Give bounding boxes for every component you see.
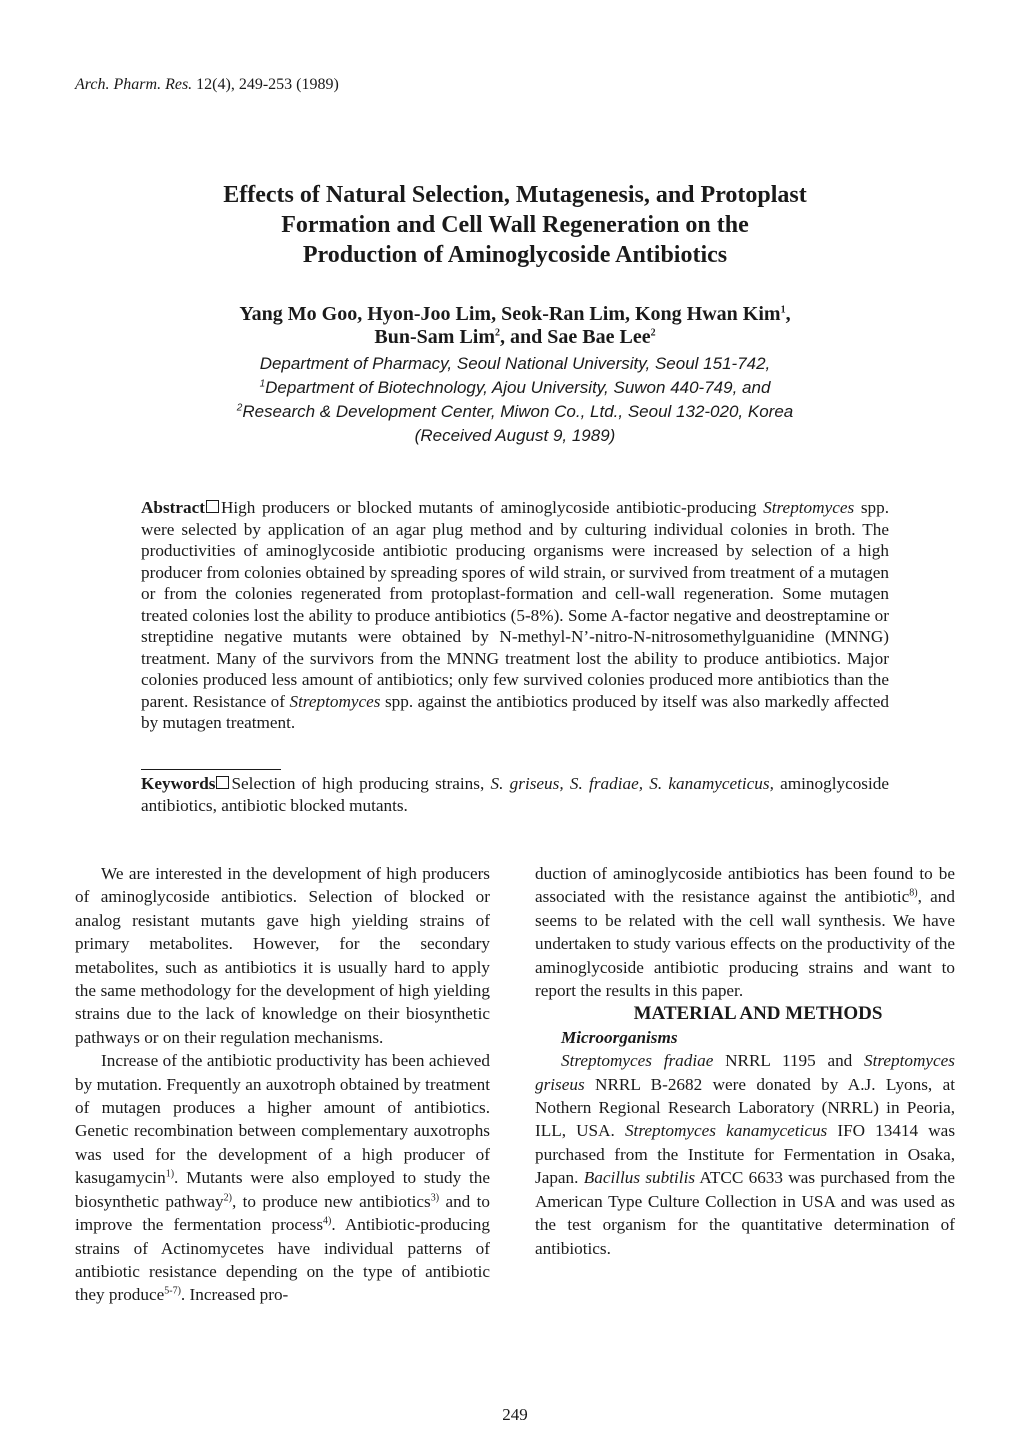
authors-text: ,	[785, 303, 791, 325]
title-line-2: Formation and Cell Wall Regeneration on the	[281, 212, 749, 238]
abstract-text: High producers or blocked mutants of aminoglycoside antibiotic-producing	[220, 498, 764, 517]
keywords-label: Keywords	[141, 774, 216, 793]
box-icon	[206, 500, 219, 513]
paragraph-text: Increase of the antibiotic productivity has been achieved by mutation. Frequently an auxotroph obtained by treatment of mutagen produces a higher amount of antibiotics. Genetic recombination between complementary auxotrophs was used for the development of a high producer of kasugamycin	[75, 1051, 490, 1188]
paragraph-text: . Increased pro-	[180, 1285, 289, 1305]
reference-marker: 5-7)	[164, 1285, 181, 1297]
title-line-3: Production of Aminoglycoside Antibiotics	[302, 242, 728, 268]
authors-line-1	[120, 303, 910, 326]
paragraph: We are interested in the development of high producers of aminoglycoside antibiotics. Selection of blocked or analog resistant mutants gave high yielding strains of primary metabolites. However, for the secondary metabolites, such as antibiotics it is usually hard to apply the same methodology for the development of high yielding strains due to the lack of knowledge on their biosynthetic pathways or on their regulation mechanisms.	[75, 864, 490, 1047]
subsection-heading: Microorganisms	[561, 1027, 678, 1047]
keywords-divider	[141, 769, 281, 770]
affil-text: Research & Development Center, Miwon Co., Ltd., Seoul 132-020, Korea	[242, 402, 794, 421]
abstract-text: spp. were selected by application of an agar plug method and by culturing individual colonies in broth. The productivities of aminoglycoside antibiotic producing organisms were increased by selection of a high producer from colonies obtained by spreading spores of wild strain, or survived from treatment of a mutagen or from the colonies regenerated from protoplast-formation and cell-wall regeneration. Some mutagen treated colonies lost the ability to produce antibiotics (5-8%). Some A-factor negative and deostreptamine or streptidine negative mutants were obtained by N-methyl-N’-nitro-N-nitrosomethylguanidine (MNNG) treatment. Many of the survivors from the MNNG treatment lost the ability to produce antibiotics. Major colonies produced less amount of antibiotics; only few survived colonies produced more antibiotics than the parent. Resistance of	[141, 498, 889, 711]
authors-text: Yang Mo Goo, Hyon-Joo Lim, Seok-Ran Lim, Kong Hwan Kim	[239, 303, 781, 325]
paragraph	[75, 1049, 490, 1306]
reference-marker: 1)	[165, 1168, 175, 1180]
author-affil-marker: 1	[780, 304, 786, 316]
paragraph-text: IFO 13414 was purchased from the Institute for Fermentation in Osaka, Japan.	[535, 1121, 956, 1188]
abstract-italic: Streptomyces	[763, 498, 855, 517]
affiliation-3	[120, 400, 910, 424]
abstract-text: spp. against the antibiotics produced by itself was also markedly affected by mutagen treatment.	[141, 691, 889, 732]
citation-volume: 12(4), 249-253 (1989)	[192, 76, 339, 93]
paragraph-text: . Mutants were also employed to study the biosynthetic pathway	[75, 1168, 490, 1211]
authors-text: Bun-Sam Lim	[374, 326, 496, 348]
paragraph	[535, 1049, 955, 1260]
keywords	[141, 773, 889, 816]
author-affil-marker: 2	[650, 327, 656, 339]
paragraph-text: duction of aminoglycoside antibiotics has been found to be associated with the resistance against the antibiotic	[535, 864, 955, 907]
journal-citation	[75, 76, 339, 94]
paragraph-text: , and seems to be related with the cell wall synthesis. We have undertaken to study various effects on the productivity of the aminoglycoside antibiotic producing strains and want to report the results in this paper.	[535, 887, 955, 1001]
abstract-label: Abstract	[141, 498, 205, 517]
paragraph-text: . Antibiotic-producing strains of Actinomycetes have individual patterns of antibiotic resistance depending on the type of antibiotic they produce	[75, 1215, 490, 1305]
affil-marker: 2	[236, 402, 243, 414]
keywords-text: aminoglycoside antibiotics, antibiotic blocked mutants.	[141, 774, 889, 815]
species-name: Streptomyces fradiae	[561, 1051, 714, 1071]
section-heading: MATERIAL AND METHODS	[633, 1003, 883, 1025]
received-date: (Received August 9, 1989)	[414, 426, 616, 445]
left-column	[75, 862, 490, 1307]
authors-text: , and Sae Bae Lee	[500, 326, 651, 348]
affil-text: Department of Biotechnology, Ajou University, Suwon 440-749, and	[265, 378, 771, 397]
paper-title	[120, 180, 910, 270]
paragraph-text: and to improve the fermentation process	[75, 1191, 491, 1235]
reference-marker: 2)	[223, 1191, 232, 1203]
paragraph-text: , to produce new antibiotics	[231, 1191, 431, 1211]
paragraph-text: NRRL B-2682 were donated by A.J. Lyons, at Nothern Regional Research Laboratory (NRRL) in Peoria, ILL, USA.	[535, 1074, 955, 1141]
species-name: Bacillus subtilis	[583, 1168, 696, 1188]
authors-line-2	[120, 326, 910, 349]
keywords-italic: S. griseus, S. fradiae, S. kanamyceticus,	[490, 774, 774, 793]
author-list	[120, 303, 910, 349]
right-column	[535, 862, 955, 1260]
species-name: Streptomyces griseus	[535, 1051, 955, 1094]
abstract-italic: Streptomyces	[289, 691, 381, 711]
keywords-text: Selection of high producing strains,	[231, 774, 491, 793]
journal-abbrev: Arch. Pharm. Res.	[75, 76, 193, 93]
affiliation-2	[120, 376, 910, 400]
box-icon	[216, 776, 229, 789]
paragraph-text: ATCC 6633 was purchased from the American Type Culture Collection in USA and was used as the test organism for the quantitative determination of antibiotics.	[535, 1168, 955, 1258]
affiliations	[120, 352, 910, 448]
paragraph	[535, 862, 955, 1002]
abstract	[141, 497, 889, 734]
reference-marker: 3)	[430, 1191, 440, 1203]
reference-marker: 4)	[323, 1215, 332, 1227]
page-number: 249	[502, 1405, 528, 1424]
species-name: Streptomyces kanamyceticus	[624, 1121, 828, 1141]
author-affil-marker: 2	[495, 327, 501, 339]
affiliation-1: Department of Pharmacy, Seoul National University, Seoul 151-742,	[259, 354, 771, 373]
paragraph-text: NRRL 1195 and	[713, 1051, 864, 1071]
reference-marker: 8)	[909, 887, 918, 899]
title-line-1: Effects of Natural Selection, Mutagenesis, and Protoplast	[223, 182, 807, 208]
affil-marker: 1	[259, 378, 266, 390]
